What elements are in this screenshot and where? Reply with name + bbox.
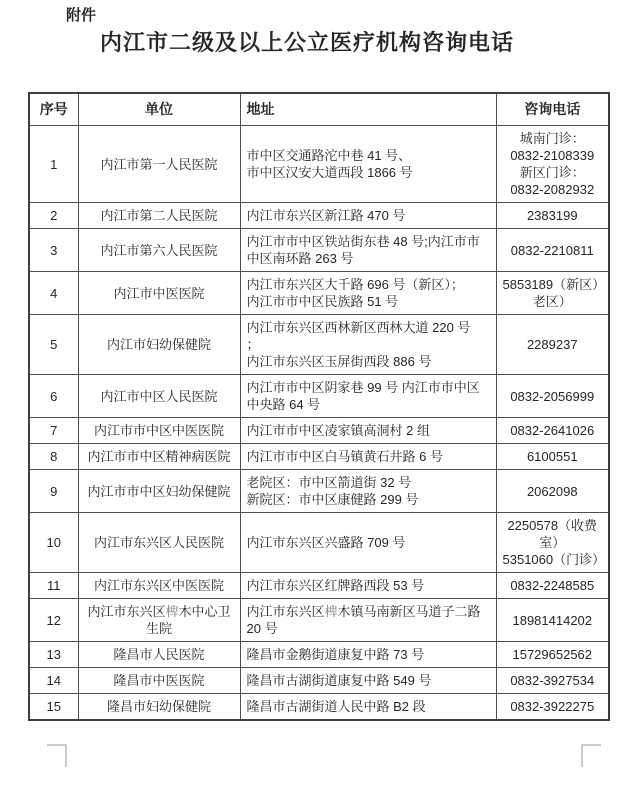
table-row bbox=[29, 573, 609, 599]
address-line: 内江市东兴区新江路 470 号 bbox=[246, 208, 406, 223]
cell-phone bbox=[496, 444, 609, 470]
address-line: 老院区：市中区箭道街 32 号 bbox=[246, 475, 412, 490]
cell-unit: 内江市市中区中医医院 bbox=[78, 418, 240, 444]
attachment-label: 附件 bbox=[66, 7, 97, 24]
cell-unit: 内江市中医医院 bbox=[78, 272, 240, 315]
table-row bbox=[29, 418, 609, 444]
cell-no: 1 bbox=[29, 126, 78, 203]
cell-address bbox=[240, 573, 496, 599]
phone-line: 2383199 bbox=[526, 208, 578, 223]
address-line: 内江市市中区阴家巷 99 号 内江市市中区中央路 64 号 bbox=[246, 380, 480, 412]
phone-line: 老区） bbox=[532, 294, 572, 309]
table-row bbox=[29, 599, 609, 642]
cell-no: 3 bbox=[29, 229, 78, 272]
address-line: 内江市东兴区椑木镇马南新区马道子二路 20 号 bbox=[246, 604, 481, 636]
cell-unit: 内江市东兴区人民医院 bbox=[78, 513, 240, 573]
cell-no: 12 bbox=[29, 599, 78, 642]
cell-phone bbox=[496, 418, 609, 444]
cell-phone bbox=[496, 272, 609, 315]
cell-no: 2 bbox=[29, 203, 78, 229]
cell-no: 13 bbox=[29, 642, 78, 668]
col-header-phone: 咨询电话 bbox=[496, 93, 609, 126]
cell-phone bbox=[496, 668, 609, 694]
cell-address bbox=[240, 599, 496, 642]
cell-address bbox=[240, 126, 496, 203]
table-row bbox=[29, 229, 609, 272]
page-margin-mark-left bbox=[47, 744, 67, 767]
phone-line: 新区门诊： bbox=[519, 165, 585, 180]
cell-phone bbox=[496, 470, 609, 513]
phone-line: 0832-2056999 bbox=[510, 388, 595, 404]
table-row bbox=[29, 126, 609, 203]
address-line: 隆昌市古湖街道人民中路 B2 段 bbox=[246, 699, 426, 714]
cell-phone bbox=[496, 126, 609, 203]
cell-phone bbox=[496, 694, 609, 721]
cell-unit: 隆昌市妇幼保健院 bbox=[78, 694, 240, 721]
address-line: 内江市市中区民族路 51 号 bbox=[246, 294, 399, 309]
table-row bbox=[29, 513, 609, 573]
cell-no: 9 bbox=[29, 470, 78, 513]
address-line: 内江市市中区铁站街东巷 48 号;内江市市中区南环路 263 号 bbox=[246, 234, 480, 266]
phone-line: 0832-3922275 bbox=[510, 699, 595, 714]
cell-address bbox=[240, 229, 496, 272]
phone-line: 0832-2210811 bbox=[510, 242, 594, 258]
table-row bbox=[29, 470, 609, 513]
cell-unit: 内江市中区人民医院 bbox=[78, 375, 240, 418]
cell-no: 7 bbox=[29, 418, 78, 444]
cell-unit: 隆昌市中医医院 bbox=[78, 668, 240, 694]
phone-line: 0832-2641026 bbox=[510, 423, 595, 438]
address-line: 内江市市中区凌家镇高洞村 2 组 bbox=[246, 423, 430, 438]
cell-phone bbox=[496, 599, 609, 642]
address-line: 内江市市中区白马镇黄石井路 6 号 bbox=[246, 449, 443, 464]
cell-unit: 内江市东兴区椑木中心卫生院 bbox=[78, 599, 240, 642]
cell-phone bbox=[496, 375, 609, 418]
cell-address bbox=[240, 694, 496, 721]
phone-line: 2062098 bbox=[526, 483, 578, 499]
cell-address bbox=[240, 315, 496, 375]
cell-unit: 内江市东兴区中医医院 bbox=[78, 573, 240, 599]
table-row bbox=[29, 668, 609, 694]
cell-phone bbox=[496, 573, 609, 599]
cell-unit: 内江市第六人民医院 bbox=[78, 229, 240, 272]
table-row bbox=[29, 272, 609, 315]
address-line: 内江市东兴区西林新区西林大道 220 号 bbox=[246, 320, 471, 335]
address-line: 隆昌市古湖街道康复中路 549 号 bbox=[246, 673, 432, 688]
cell-address bbox=[240, 418, 496, 444]
cell-no: 4 bbox=[29, 272, 78, 315]
phone-line: 2289237 bbox=[526, 337, 578, 352]
cell-address bbox=[240, 470, 496, 513]
phone-line: 5351060（门诊） bbox=[502, 552, 606, 567]
cell-no: 14 bbox=[29, 668, 78, 694]
phone-line: 18981414202 bbox=[512, 612, 593, 628]
phone-line: 0832-3927534 bbox=[510, 673, 595, 688]
col-header-address: 地址 bbox=[240, 93, 496, 126]
phone-line: 5853189（新区） bbox=[502, 277, 606, 292]
rare-char-glyph: 椑 bbox=[324, 604, 338, 619]
phone-line: 2250578（收费室） bbox=[507, 518, 598, 550]
cell-phone bbox=[496, 513, 609, 573]
cell-phone bbox=[496, 203, 609, 229]
table-header-row bbox=[29, 93, 609, 126]
cell-address bbox=[240, 513, 496, 573]
table-row bbox=[29, 315, 609, 375]
table-row bbox=[29, 694, 609, 721]
phone-line: 15729652562 bbox=[512, 647, 593, 662]
phone-line: 0832-2082932 bbox=[510, 182, 595, 197]
cell-address bbox=[240, 375, 496, 418]
col-header-unit: 单位 bbox=[78, 93, 240, 126]
address-line: 内江市东兴区大千路 696 号（新区）； bbox=[246, 277, 464, 292]
address-line: 内江市东兴区红牌路西段 53 号 bbox=[246, 578, 425, 593]
cell-phone bbox=[496, 315, 609, 375]
cell-unit: 内江市市中区精神病医院 bbox=[78, 444, 240, 470]
cell-address bbox=[240, 668, 496, 694]
phone-line: 城南门诊： bbox=[519, 131, 585, 146]
cell-phone bbox=[496, 642, 609, 668]
page-margin-mark-right bbox=[581, 744, 601, 767]
table-row bbox=[29, 375, 609, 418]
phone-line: 0832-2248585 bbox=[510, 578, 595, 593]
cell-unit: 内江市市中区妇幼保健院 bbox=[78, 470, 240, 513]
cell-address bbox=[240, 642, 496, 668]
rare-char-glyph: 椑 bbox=[165, 604, 179, 619]
address-line: 市中区汉安大道西段 1866 号 bbox=[246, 165, 413, 180]
cell-no: 5 bbox=[29, 315, 78, 375]
table-row bbox=[29, 203, 609, 229]
phone-line: 6100551 bbox=[526, 449, 578, 464]
cell-phone bbox=[496, 229, 609, 272]
cell-address bbox=[240, 444, 496, 470]
address-line: 隆昌市金鹅街道康复中路 73 号 bbox=[246, 647, 425, 662]
table-row bbox=[29, 642, 609, 668]
address-line: ； bbox=[246, 337, 260, 352]
cell-no: 11 bbox=[29, 573, 78, 599]
hospital-phone-table bbox=[28, 92, 610, 721]
cell-no: 8 bbox=[29, 444, 78, 470]
address-line: 市中区交通路沱中巷 41 号、 bbox=[246, 148, 412, 163]
page-title: 内江市二级及以上公立医疗机构咨询电话 bbox=[99, 30, 514, 55]
address-line: 新院区：市中区康健路 299 号 bbox=[246, 492, 419, 507]
cell-unit: 内江市妇幼保健院 bbox=[78, 315, 240, 375]
cell-no: 6 bbox=[29, 375, 78, 418]
cell-address bbox=[240, 203, 496, 229]
cell-unit: 内江市第二人民医院 bbox=[78, 203, 240, 229]
phone-line: 0832-2108339 bbox=[510, 148, 595, 163]
col-header-no: 序号 bbox=[29, 93, 78, 126]
cell-address bbox=[240, 272, 496, 315]
cell-unit: 内江市第一人民医院 bbox=[78, 126, 240, 203]
cell-no: 15 bbox=[29, 694, 78, 721]
cell-unit: 隆昌市人民医院 bbox=[78, 642, 240, 668]
table-row bbox=[29, 444, 609, 470]
cell-no: 10 bbox=[29, 513, 78, 573]
address-line: 内江市东兴区兴盛路 709 号 bbox=[246, 535, 406, 550]
address-line: 内江市东兴区玉屏街西段 886 号 bbox=[246, 354, 432, 369]
